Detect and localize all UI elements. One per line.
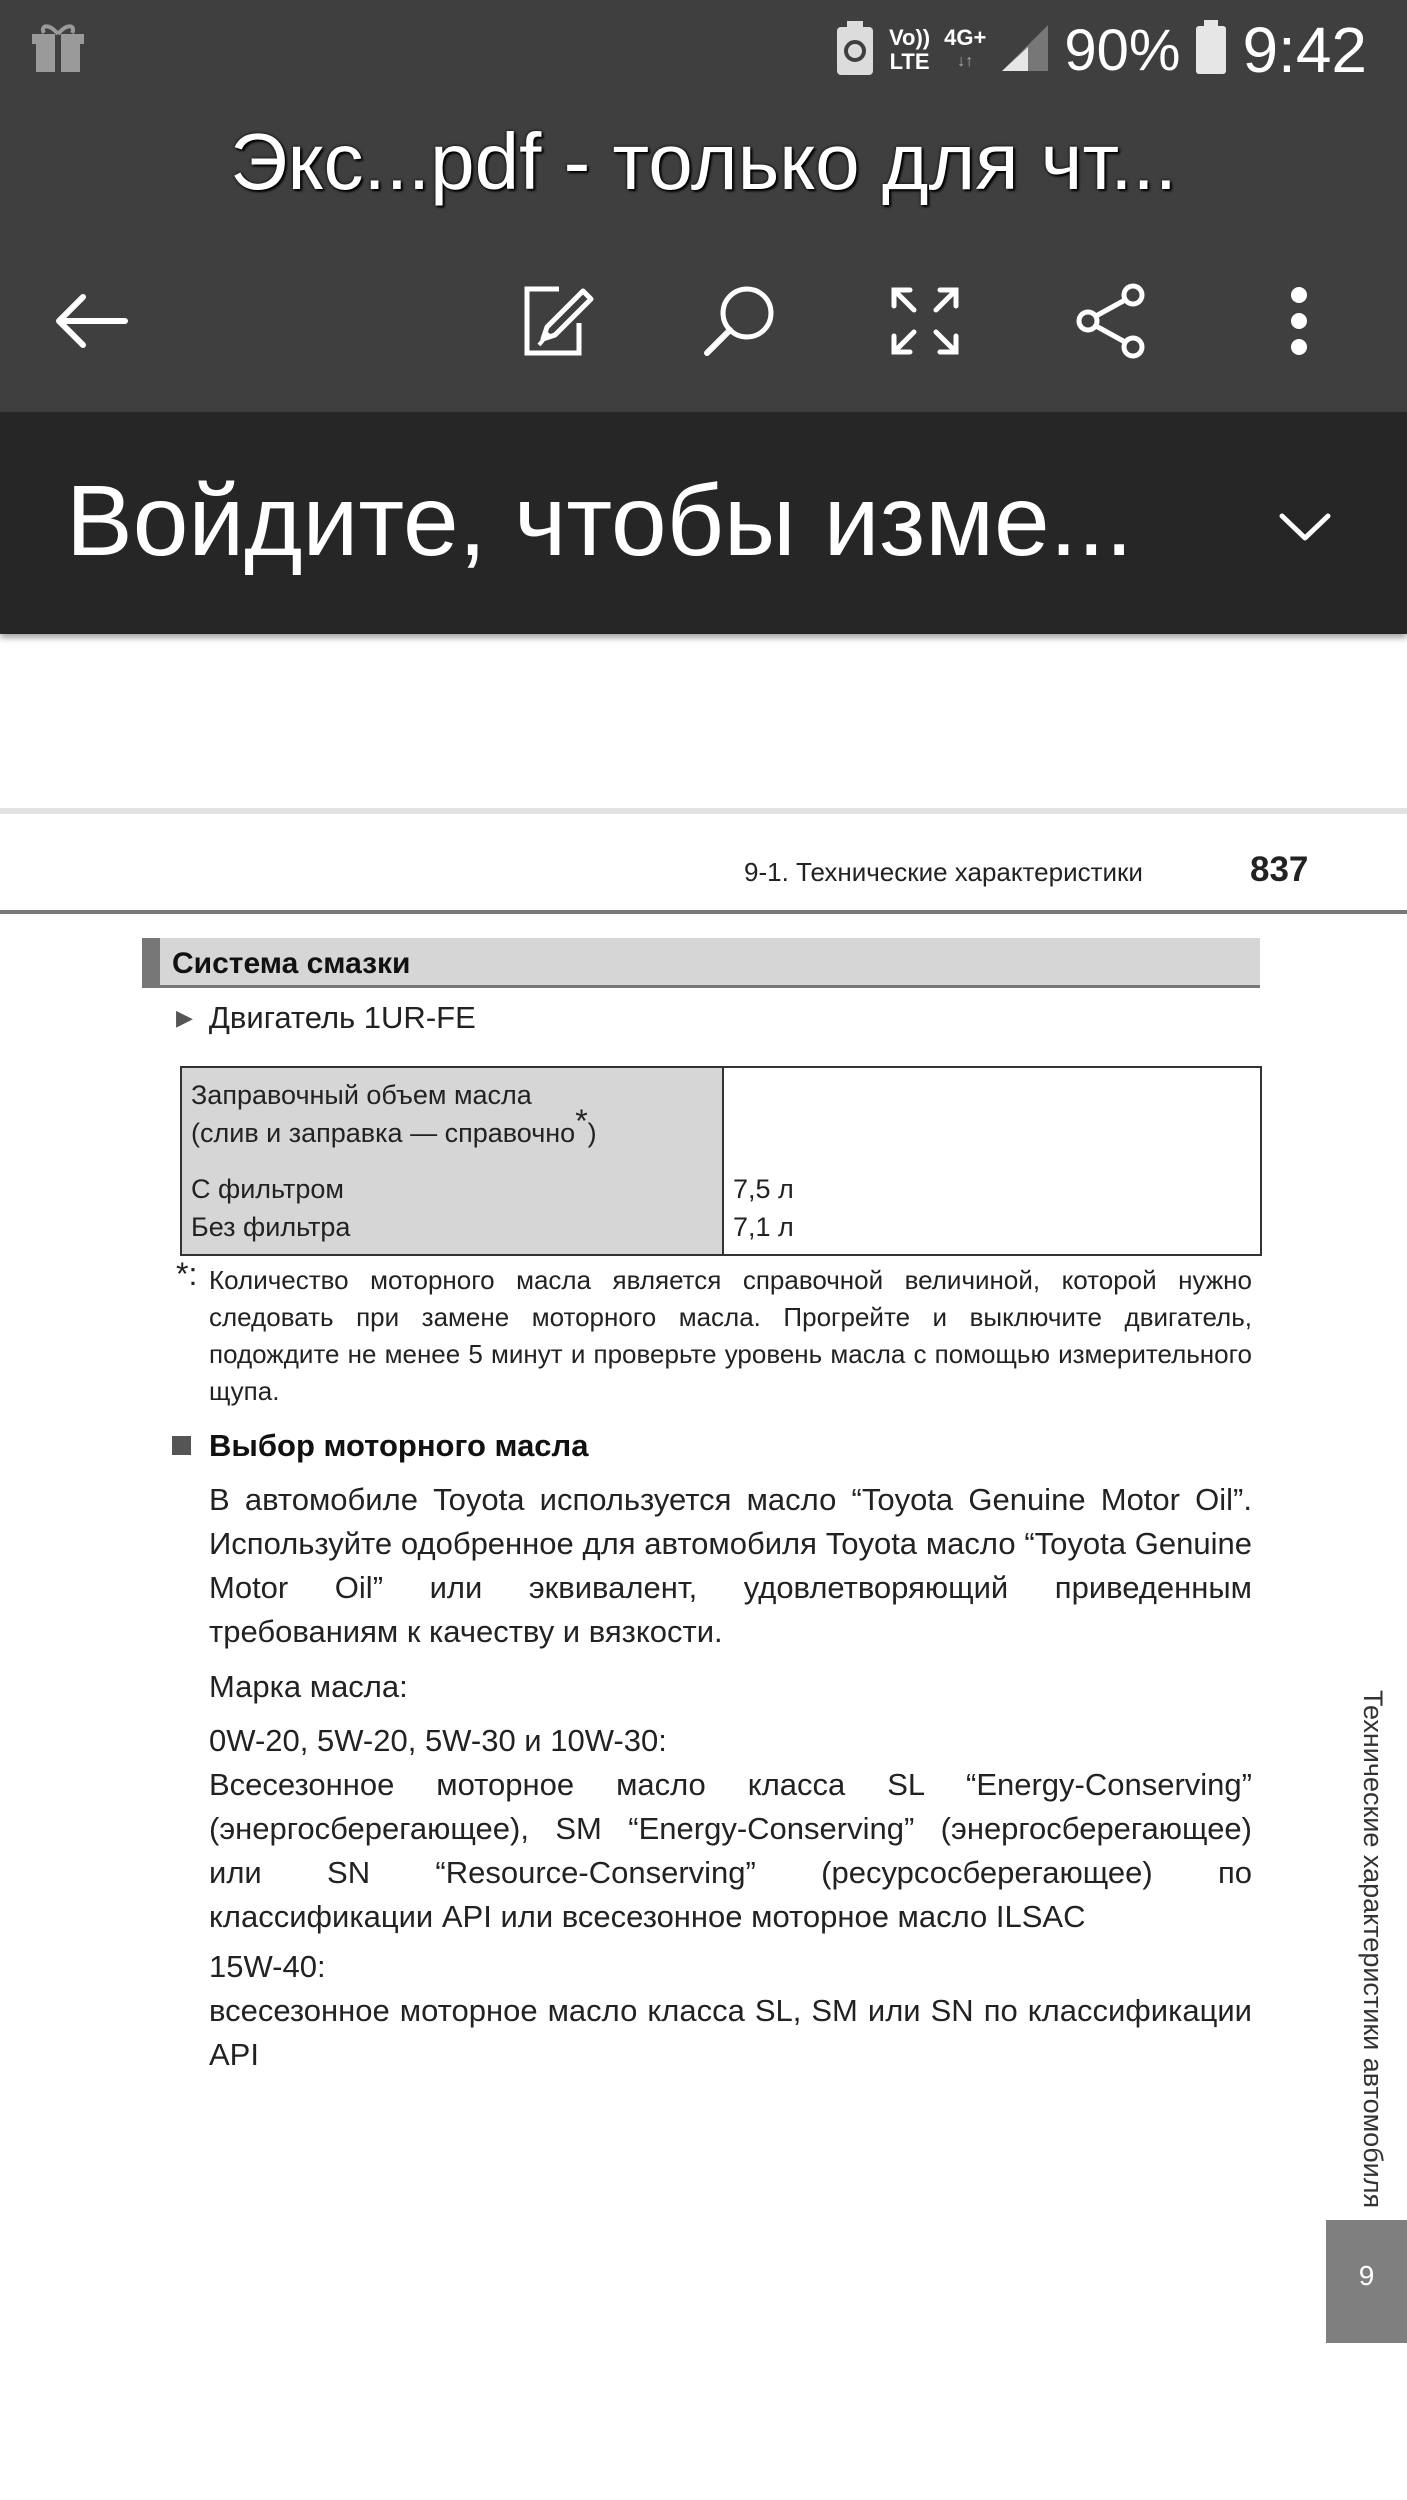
back-button[interactable] bbox=[36, 268, 146, 378]
signal-icon bbox=[1000, 23, 1050, 78]
oil-capacity-table bbox=[180, 1066, 1262, 1256]
battery-percent: 90% bbox=[1064, 17, 1181, 83]
footnote-marker: *: bbox=[176, 1256, 198, 1292]
grade-label: Марка масла: bbox=[209, 1669, 408, 1704]
battery-icon bbox=[1194, 20, 1228, 81]
network-type-indicator: 4G+ ↓↑ bbox=[944, 25, 987, 70]
gift-icon bbox=[30, 22, 86, 79]
oil-intro-paragraph: В автомобиле Toyota используется масло “Toyota Genuine Motor Oil”. Используйте одобренное для автомобиля Toyota масло “Toyota Genuine Motor Oil” или эквивалент, удовлетворяющий приведенным требованиям к качеству и вязкости. bbox=[209, 1482, 1252, 1649]
search-icon bbox=[699, 281, 779, 366]
oil-selection-heading: Выбор моторного масла bbox=[172, 1428, 588, 1464]
grade2-text: всесезонное моторное масло класса SL, SM или SN по классификации API bbox=[209, 1993, 1252, 2072]
section-title: Система смазки bbox=[172, 947, 411, 980]
share-button[interactable] bbox=[1056, 268, 1166, 378]
grade1-title: 0W-20, 5W-20, 5W-30 и 10W-30: bbox=[209, 1723, 667, 1758]
table-row bbox=[181, 1067, 1261, 1255]
edit-button[interactable] bbox=[502, 268, 612, 378]
more-options-button[interactable] bbox=[1244, 268, 1354, 378]
square-bullet-icon bbox=[172, 1436, 191, 1455]
clock: 9:42 bbox=[1242, 14, 1367, 86]
document-title: Экс...pdf - только для чт... bbox=[230, 117, 1177, 206]
page-number: 837 bbox=[1250, 850, 1309, 889]
footnote-text: Количество моторного масла является справочной величиной, которой нужно следовать при замене моторного масла. Прогрейте и выключите двигатель, подождите не менее 5 минут и проверьте уровень масла с помощью измерительного щупа. bbox=[209, 1265, 1252, 1406]
edit-icon bbox=[519, 283, 595, 364]
page-header-section: 9-1. Технические характеристики bbox=[744, 857, 1143, 887]
page-top-border bbox=[0, 808, 1407, 814]
grade1-text: Всесезонное моторное масло класса SL “Energy-Conserving” (энергосберегающее), SM “Energy-Conserving” (энергосберегающее) или SN “Resource-Conserving” (ресурсосберегающее) по классификации API или всесезонное моторное масло ILSAC bbox=[209, 1767, 1252, 1934]
section-title-bar bbox=[142, 938, 1260, 988]
footnote bbox=[176, 1256, 1252, 1410]
volte-indicator: Vo)) LTE bbox=[889, 25, 931, 74]
triangle-bullet-icon: ▶ bbox=[176, 1005, 193, 1030]
status-bar bbox=[0, 0, 1407, 100]
table-value-cell: 7,5 л 7,1 л bbox=[723, 1067, 1261, 1255]
sign-in-banner[interactable] bbox=[0, 412, 1407, 634]
header-rule bbox=[0, 910, 1407, 914]
more-vert-icon bbox=[1289, 285, 1309, 362]
grade2-title: 15W-40: bbox=[209, 1949, 326, 1984]
recycle-icon bbox=[835, 19, 875, 82]
fullscreen-button[interactable] bbox=[870, 268, 980, 378]
status-indicators bbox=[835, 12, 1367, 88]
chevron-down-icon[interactable] bbox=[1270, 492, 1340, 562]
back-arrow-icon bbox=[51, 291, 131, 356]
table-label-cell: Заправочный объем масла (слив и заправка — справочно*) С фильтром Без фильтра bbox=[181, 1067, 723, 1255]
side-tab-number: 9 bbox=[1358, 2260, 1375, 2291]
engine-label: ▶ Двигатель 1UR-FE bbox=[176, 1000, 476, 1035]
side-tab-label: Технические характеристики автомобиля bbox=[1358, 1690, 1388, 2209]
side-chapter-tab bbox=[1326, 2220, 1407, 2343]
search-button[interactable] bbox=[684, 268, 794, 378]
sign-in-text: Войдите, чтобы изме... bbox=[66, 465, 1133, 577]
share-icon bbox=[1075, 283, 1147, 364]
fullscreen-icon bbox=[890, 286, 960, 361]
app-toolbar bbox=[0, 100, 1407, 412]
